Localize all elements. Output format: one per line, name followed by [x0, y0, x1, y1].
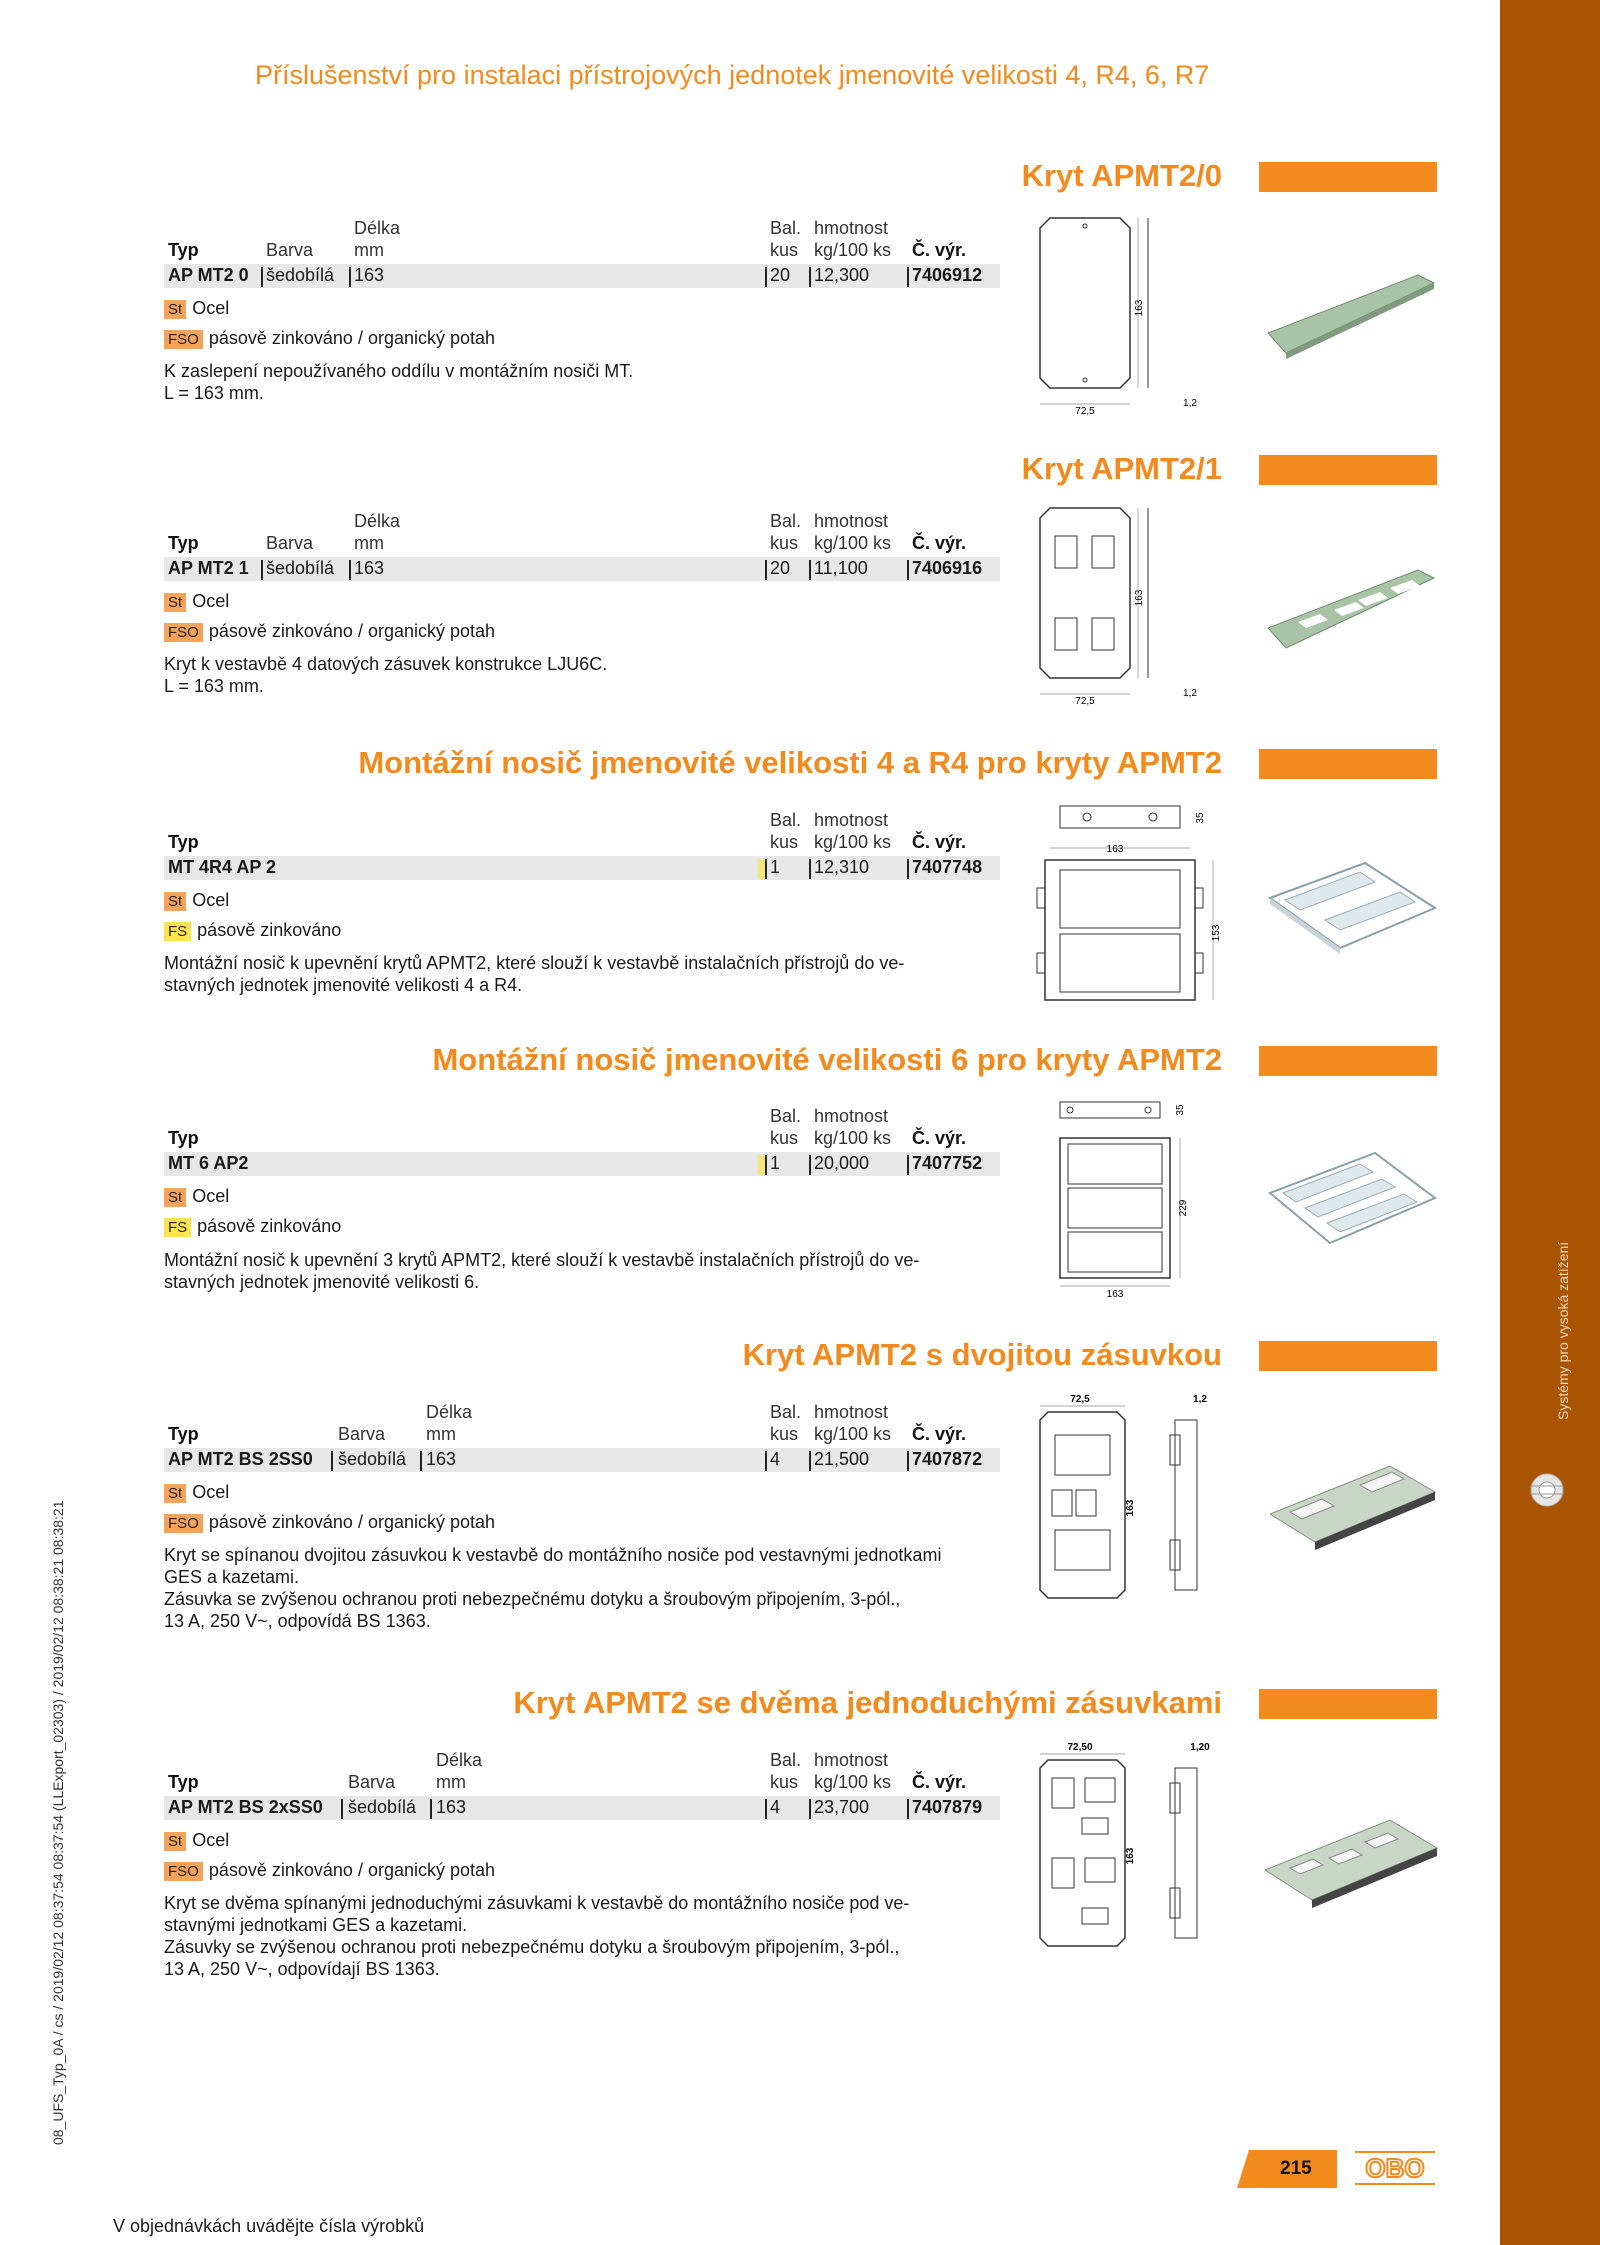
- col-header-bal: Bal.: [770, 218, 802, 238]
- section-title: Kryt APMT2 se dvěma jednoduchými zásuvkami: [513, 1685, 1222, 1720]
- cell-separator: [809, 1451, 811, 1471]
- material-fso: [164, 1860, 495, 1881]
- description-line: stavnými jednotkami GES a kazetami.: [164, 1915, 468, 1935]
- cell-typ: AP MT2 BS 2xSS0: [168, 1797, 323, 1817]
- col-header-typ: Typ: [168, 240, 199, 260]
- col-header-barva: Barva: [338, 1424, 386, 1444]
- dim-label: 35: [1195, 812, 1206, 824]
- dim-label: 163: [1134, 299, 1145, 317]
- product-description: [164, 1892, 1004, 1980]
- material-code: St: [164, 1832, 186, 1851]
- cell-separator: [430, 1799, 432, 1819]
- cell-separator: [907, 1155, 909, 1175]
- cell-barva: šedobílá: [348, 1797, 417, 1817]
- col-header-delka: Délka: [426, 1402, 473, 1422]
- col-header-barva: Barva: [266, 533, 314, 553]
- dim-label: 163: [1125, 1499, 1136, 1517]
- material-label: pásově zinkováno / organický potah: [208, 621, 496, 641]
- material-code: FS: [164, 922, 191, 941]
- col-header-delka: Délka: [354, 218, 401, 238]
- section-title-bar: [1259, 162, 1437, 192]
- material-label: Ocel: [192, 298, 230, 318]
- material-code: St: [164, 1484, 186, 1503]
- cell-separator: [765, 859, 767, 879]
- technical-drawing: [1050, 1096, 1200, 1301]
- col-header-kg: kg/100 ks: [814, 832, 892, 852]
- dim-label: 229: [1178, 1199, 1189, 1217]
- cell-separator-highlight: [758, 859, 765, 879]
- product-photo: [1268, 265, 1438, 365]
- product-description: [164, 1249, 1004, 1293]
- cell-delka: 163: [426, 1449, 457, 1469]
- col-header-typ: Typ: [168, 1424, 199, 1444]
- cell-typ: AP MT2 1: [168, 558, 249, 578]
- cell-separator: [765, 267, 767, 287]
- material-fso: [164, 328, 495, 349]
- section-title-bar: [1259, 1341, 1437, 1371]
- cell-hmotnost: 12,300: [814, 265, 870, 285]
- cell-separator: [809, 267, 811, 287]
- description-line: K zaslepení nepoužívaného oddílu v montážním nosiči MT.: [164, 361, 634, 381]
- col-header-bal: Bal.: [770, 1750, 802, 1770]
- dim-label: 35: [1175, 1104, 1186, 1116]
- col-header-cvyr: Č. výr.: [912, 1424, 967, 1444]
- material-code: FSO: [164, 1862, 203, 1881]
- cell-separator: [907, 560, 909, 580]
- col-header-bal: Bal.: [770, 1402, 802, 1422]
- cell-separator: [261, 267, 263, 287]
- product-photo: [1265, 1148, 1440, 1263]
- product-table: [164, 1106, 1000, 1196]
- cell-cvyr: 7407748: [912, 857, 983, 877]
- section-title: Kryt APMT2/0: [1021, 158, 1222, 193]
- description-line: Zásuvka se zvýšenou ochranou proti nebezpečnému dotyku a šroubovým připojením, 3-pól.,: [164, 1589, 901, 1609]
- col-header-kg: kg/100 ks: [814, 240, 892, 260]
- cell-separator: [341, 1799, 343, 1819]
- material-st: [164, 591, 229, 612]
- cell-separator: [349, 560, 351, 580]
- page-number: 215: [1280, 2158, 1312, 2179]
- col-header-typ: Typ: [168, 533, 199, 553]
- col-header-kg: kg/100 ks: [814, 1128, 892, 1148]
- col-header-typ: Typ: [168, 1772, 199, 1792]
- cell-hmotnost: 20,000: [814, 1153, 870, 1173]
- cell-separator: [907, 1451, 909, 1471]
- product-table: [164, 218, 1000, 308]
- cell-separator: [261, 560, 263, 580]
- dim-label: 163: [1125, 1847, 1136, 1865]
- material-code: FSO: [164, 623, 203, 642]
- section-title-bar: [1259, 749, 1437, 779]
- col-header-hmotnost: hmotnost: [814, 511, 889, 531]
- cell-separator-highlight: [758, 1155, 765, 1175]
- section-title-bar: [1259, 1046, 1437, 1076]
- description-line: Montážní nosič k upevnění 3 krytů APMT2, které slouží k vestavbě instalačních přístrojů do ve-: [164, 1250, 920, 1270]
- cell-separator: [809, 1799, 811, 1819]
- section-title: Kryt APMT2/1: [1021, 451, 1222, 486]
- col-header-mm: mm: [426, 1424, 456, 1444]
- cell-bal: 1: [770, 857, 781, 877]
- cell-hmotnost: 23,700: [814, 1797, 870, 1817]
- description-line: L = 163 mm.: [164, 383, 264, 403]
- material-st: [164, 1482, 229, 1503]
- cell-cvyr: 7406916: [912, 558, 983, 578]
- dim-label: 163: [1106, 844, 1124, 855]
- footer-note: V objednávkách uvádějte čísla výrobků: [113, 2216, 425, 2236]
- description-line: Kryt k vestavbě 4 datových zásuvek konstrukce LJU6C.: [164, 654, 608, 674]
- col-header-cvyr: Č. výr.: [912, 1128, 967, 1148]
- cell-separator: [349, 267, 351, 287]
- dim-label: 1,2: [1183, 688, 1197, 699]
- material-code: St: [164, 892, 186, 911]
- cell-delka: 163: [354, 265, 385, 285]
- cell-hmotnost: 21,500: [814, 1449, 870, 1469]
- dim-label: 1,20: [1190, 1742, 1210, 1753]
- cell-separator: [765, 1155, 767, 1175]
- col-header-mm: mm: [354, 533, 384, 553]
- description-line: GES a kazetami.: [164, 1567, 300, 1587]
- col-header-kus: kus: [770, 533, 799, 553]
- material-code: FSO: [164, 1514, 203, 1533]
- description-line: Kryt se spínanou dvojitou zásuvkou k vestavbě do montážního nosiče pod vestavnými jednotkami: [164, 1545, 942, 1565]
- section-title: Montážní nosič jmenovité velikosti 6 pro kryty APMT2: [432, 1042, 1222, 1077]
- dim-label: 163: [1106, 1289, 1124, 1300]
- col-header-typ: Typ: [168, 832, 199, 852]
- dim-label: 72,5: [1070, 1394, 1090, 1405]
- material-st: [164, 1186, 229, 1207]
- section-title-bar: [1259, 1689, 1437, 1719]
- col-header-cvyr: Č. výr.: [912, 832, 967, 852]
- product-description: [164, 360, 1004, 404]
- dim-label: 1,2: [1193, 1394, 1207, 1405]
- material-label: pásově zinkováno: [197, 920, 342, 940]
- material-code: St: [164, 593, 186, 612]
- dim-label: 1,2: [1183, 398, 1197, 409]
- material-st: [164, 298, 229, 319]
- cell-bal: 20: [770, 558, 791, 578]
- cell-barva: šedobílá: [266, 265, 335, 285]
- material-code: FS: [164, 1218, 191, 1237]
- cell-separator: [420, 1451, 422, 1471]
- col-header-hmotnost: hmotnost: [814, 1402, 889, 1422]
- cell-delka: 163: [354, 558, 385, 578]
- col-header-mm: mm: [354, 240, 384, 260]
- material-code: St: [164, 300, 186, 319]
- dim-label: 163: [1134, 589, 1145, 607]
- dim-label: 72,5: [1075, 696, 1095, 707]
- product-description: [164, 653, 1004, 697]
- cell-bal: 20: [770, 265, 791, 285]
- col-header-typ: Typ: [168, 1128, 199, 1148]
- cell-bal: 4: [770, 1797, 781, 1817]
- description-line: 13 A, 250 V~, odpovídají BS 1363.: [164, 1959, 440, 1979]
- cell-separator: [765, 560, 767, 580]
- technical-drawing: [1025, 798, 1225, 1008]
- col-header-kus: kus: [770, 1424, 799, 1444]
- dim-label: 153: [1211, 924, 1222, 942]
- product-photo: [1268, 560, 1438, 660]
- material-code: FSO: [164, 330, 203, 349]
- material-label: pásově zinkováno / organický potah: [208, 328, 496, 348]
- col-header-cvyr: Č. výr.: [912, 240, 967, 260]
- cell-separator: [331, 1451, 333, 1471]
- technical-drawing: [1030, 498, 1210, 708]
- product-description: [164, 1544, 1004, 1632]
- material-st: [164, 1830, 229, 1851]
- cell-cvyr: 7407752: [912, 1153, 983, 1173]
- technical-drawing: [1030, 1738, 1220, 1953]
- material-label: Ocel: [192, 1830, 230, 1850]
- col-header-barva: Barva: [348, 1772, 396, 1792]
- cell-separator: [809, 859, 811, 879]
- material-label: pásově zinkováno: [197, 1216, 342, 1236]
- description-line: stavných jednotek jmenovité velikosti 6.: [164, 1272, 480, 1292]
- material-label: Ocel: [192, 890, 230, 910]
- cell-separator: [907, 1799, 909, 1819]
- material-label: Ocel: [192, 1186, 230, 1206]
- col-header-kg: kg/100 ks: [814, 533, 892, 553]
- technical-drawing: [1030, 1390, 1220, 1605]
- col-header-cvyr: Č. výr.: [912, 533, 967, 553]
- col-header-hmotnost: hmotnost: [814, 810, 889, 830]
- col-header-hmotnost: hmotnost: [814, 1106, 889, 1126]
- cell-separator: [765, 1451, 767, 1471]
- material-label: pásově zinkováno / organický potah: [208, 1860, 496, 1880]
- product-table: [164, 1402, 1000, 1492]
- obo-logo: [1355, 2150, 1435, 2186]
- meta-text: 08_UFS_Typ_0A / cs / 2019/02/12 08:37:54 08:37:54 (LLExport_02303) / 2019/02/12 08:38:21 08:38:21: [50, 1500, 66, 2145]
- cell-typ: AP MT2 BS 2SS0: [168, 1449, 313, 1469]
- cell-bal: 4: [770, 1449, 781, 1469]
- col-header-kus: kus: [770, 832, 799, 852]
- cell-cvyr: 7407879: [912, 1797, 983, 1817]
- side-label: Systémy pro vysoká zatížení: [1555, 1241, 1571, 1420]
- logo-text: OBO: [1365, 2153, 1425, 2183]
- product-photo: [1265, 1808, 1445, 1923]
- col-header-kg: kg/100 ks: [814, 1424, 892, 1444]
- description-line: Kryt se dvěma spínanými jednoduchými zásuvkami k vestavbě do montážního nosiče pod ve-: [164, 1893, 910, 1913]
- col-header-kus: kus: [770, 1772, 799, 1792]
- cell-barva: šedobílá: [266, 558, 335, 578]
- product-photo: [1265, 858, 1440, 968]
- description-line: Montážní nosič k upevnění krytů APMT2, které slouží k vestavbě instalačních přístrojů do ve-: [164, 953, 905, 973]
- cell-typ: MT 4R4 AP 2: [168, 857, 277, 877]
- technical-drawing: [1030, 208, 1210, 418]
- cell-barva: šedobílá: [338, 1449, 407, 1469]
- cell-typ: AP MT2 0: [168, 265, 249, 285]
- cell-hmotnost: 11,100: [814, 558, 868, 578]
- col-header-hmotnost: hmotnost: [814, 218, 889, 238]
- col-header-cvyr: Č. výr.: [912, 1772, 967, 1792]
- cell-separator: [907, 267, 909, 287]
- dim-label: 72,5: [1075, 406, 1095, 417]
- material-st: [164, 890, 229, 911]
- product-photo: [1270, 1452, 1445, 1567]
- col-header-hmotnost: hmotnost: [814, 1750, 889, 1770]
- material-fso: [164, 1512, 495, 1533]
- material-fs: [164, 1216, 341, 1237]
- cell-bal: 1: [770, 1153, 781, 1173]
- section-title: Kryt APMT2 s dvojitou zásuvkou: [742, 1337, 1222, 1372]
- table-row: [164, 856, 1000, 880]
- cell-separator: [907, 859, 909, 879]
- col-header-barva: Barva: [266, 240, 314, 260]
- product-description: [164, 952, 1004, 996]
- table-row: [164, 1152, 1000, 1176]
- material-label: Ocel: [192, 1482, 230, 1502]
- cell-separator: [809, 560, 811, 580]
- section-title-bar: [1259, 455, 1437, 485]
- col-header-mm: mm: [436, 1772, 466, 1792]
- cell-separator: [765, 1799, 767, 1819]
- side-bar: [1500, 0, 1600, 2245]
- cell-typ: MT 6 AP2: [168, 1153, 249, 1173]
- description-line: L = 163 mm.: [164, 676, 264, 696]
- col-header-delka: Délka: [436, 1750, 483, 1770]
- cell-separator: [809, 1155, 811, 1175]
- material-code: St: [164, 1188, 186, 1207]
- product-table: [164, 810, 1000, 900]
- product-group-icon: [1527, 1468, 1567, 1512]
- material-label: Ocel: [192, 591, 230, 611]
- material-fso: [164, 621, 495, 642]
- product-table: [164, 511, 1000, 601]
- description-line: stavných jednotek jmenovité velikosti 4 a R4.: [164, 975, 523, 995]
- col-header-bal: Bal.: [770, 1106, 802, 1126]
- col-header-delka: Délka: [354, 511, 401, 531]
- col-header-kg: kg/100 ks: [814, 1772, 892, 1792]
- product-table: [164, 1750, 1000, 1840]
- col-header-kus: kus: [770, 240, 799, 260]
- material-fs: [164, 920, 341, 941]
- cell-cvyr: 7406912: [912, 265, 983, 285]
- cell-hmotnost: 12,310: [814, 857, 870, 877]
- cell-cvyr: 7407872: [912, 1449, 983, 1469]
- dim-label: 72,50: [1067, 1742, 1093, 1753]
- col-header-bal: Bal.: [770, 810, 802, 830]
- description-line: 13 A, 250 V~, odpovídá BS 1363.: [164, 1611, 431, 1631]
- material-label: pásově zinkováno / organický potah: [208, 1512, 496, 1532]
- page-header: Příslušenství pro instalaci přístrojových jednotek jmenovité velikosti 4, R4, 6, R7: [255, 60, 1210, 90]
- cell-delka: 163: [436, 1797, 467, 1817]
- col-header-kus: kus: [770, 1128, 799, 1148]
- description-line: Zásuvky se zvýšenou ochranou proti nebezpečnému dotyku a šroubovým připojením, 3-pól.,: [164, 1937, 900, 1957]
- section-title: Montážní nosič jmenovité velikosti 4 a R4 pro kryty APMT2: [358, 745, 1222, 780]
- col-header-bal: Bal.: [770, 511, 802, 531]
